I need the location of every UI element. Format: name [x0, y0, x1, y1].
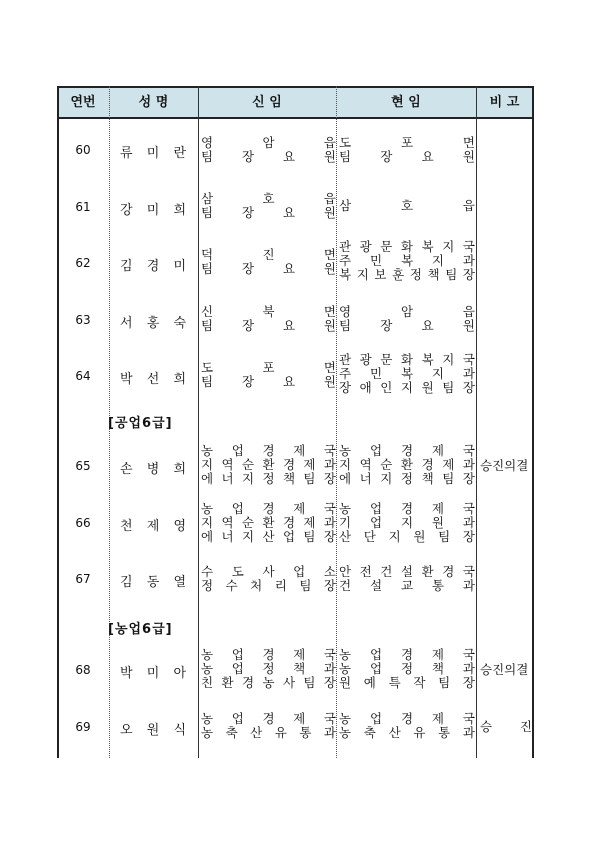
current-post: 도 포 면 팀 장 요 원: [339, 135, 475, 164]
row-number: 67: [75, 572, 91, 586]
new-post: 삼 호 읍 팀 장 요 원: [201, 191, 336, 220]
row-number: 63: [75, 313, 91, 327]
current-post: 농 업 경 제 국 농 축 산 유 통 과: [339, 711, 475, 740]
person-name: 류 미 란: [120, 146, 186, 161]
section-heading: [공업6급]: [108, 416, 173, 431]
column-divider: [336, 86, 337, 758]
new-post: 신 북 면 팀 장 요 원: [201, 304, 336, 333]
row-number: 61: [75, 200, 91, 214]
person-name: 김 경 미: [120, 259, 186, 274]
current-post: 관 광 문 화 복 지 국 주 민 복 지 과 장 애 인 지 원 팀 장: [339, 352, 475, 395]
table-border-left: [57, 86, 59, 758]
table-header: [57, 86, 533, 119]
note: 승진의결: [480, 458, 529, 473]
person-name: 박 선 희: [120, 372, 186, 387]
current-post: 관 광 문 화 복 지 국 주 민 복 지 과 복 지 보 훈 정 책 팀 장: [339, 239, 475, 282]
section-heading: [농업6급]: [108, 622, 173, 637]
header-current-post: 현 임: [391, 95, 421, 110]
current-post: 농 업 경 제 국 농 업 정 책 과 원 예 특 작 팀 장: [339, 647, 475, 690]
row-number: 64: [75, 369, 91, 383]
person-name: 손 병 희: [120, 462, 186, 477]
header-name: 성 명: [138, 95, 169, 110]
row-number: 66: [75, 516, 91, 530]
header-new-post: 신 임: [252, 95, 282, 110]
person-name: 김 동 열: [120, 575, 186, 590]
row-number: 65: [75, 459, 91, 473]
note: 승 진: [480, 719, 532, 734]
note: 승진의결: [480, 662, 529, 677]
person-name: 강 미 희: [120, 203, 186, 218]
current-post: 영 암 읍 팀 장 요 원: [339, 304, 475, 333]
row-number: 69: [75, 720, 91, 734]
person-name: 서 홍 숙: [120, 316, 186, 331]
header-note: 비 고: [489, 95, 520, 110]
person-name: 오 원 식: [120, 723, 186, 738]
current-post: 농 업 경 제 국 기 업 지 원 과 산 단 지 원 팀 장: [339, 501, 475, 544]
new-post: 영 암 읍 팀 장 요 원: [201, 135, 336, 164]
new-post: 농 업 경 제 국 지 역 순 환 경 제 과 에 너 지 산 업 팀 장: [201, 501, 336, 544]
header-num: 연번: [70, 95, 96, 110]
current-post: 안 전 건 설 환 경 국 건 설 교 통 과: [339, 564, 475, 593]
new-post: 덕 진 면 팀 장 요 원: [201, 247, 336, 276]
current-post: 농 업 경 제 국 지 역 순 환 경 제 과 에 너 지 정 책 팀 장: [339, 443, 475, 486]
current-post: 삼 호 읍: [339, 198, 475, 213]
new-post: 수 도 사 업 소 정 수 처 리 팀 장: [201, 564, 336, 593]
person-name: 천 제 영: [120, 519, 186, 534]
row-number: 60: [75, 143, 91, 157]
person-name: 박 미 아: [120, 666, 186, 681]
new-post: 도 포 면 팀 장 요 원: [201, 360, 336, 389]
row-number: 68: [75, 663, 91, 677]
column-divider: [198, 86, 199, 758]
new-post: 농 업 경 제 국 농 업 정 책 과 친 환 경 농 사 팀 장: [201, 647, 336, 690]
new-post: 농 업 경 제 국 지 역 순 환 경 제 과 에 너 지 정 책 팀 장: [201, 443, 336, 486]
column-divider: [476, 86, 477, 758]
table-border-right: [532, 86, 534, 758]
new-post: 농 업 경 제 국 농 축 산 유 통 과: [201, 711, 336, 740]
row-number: 62: [75, 256, 91, 270]
